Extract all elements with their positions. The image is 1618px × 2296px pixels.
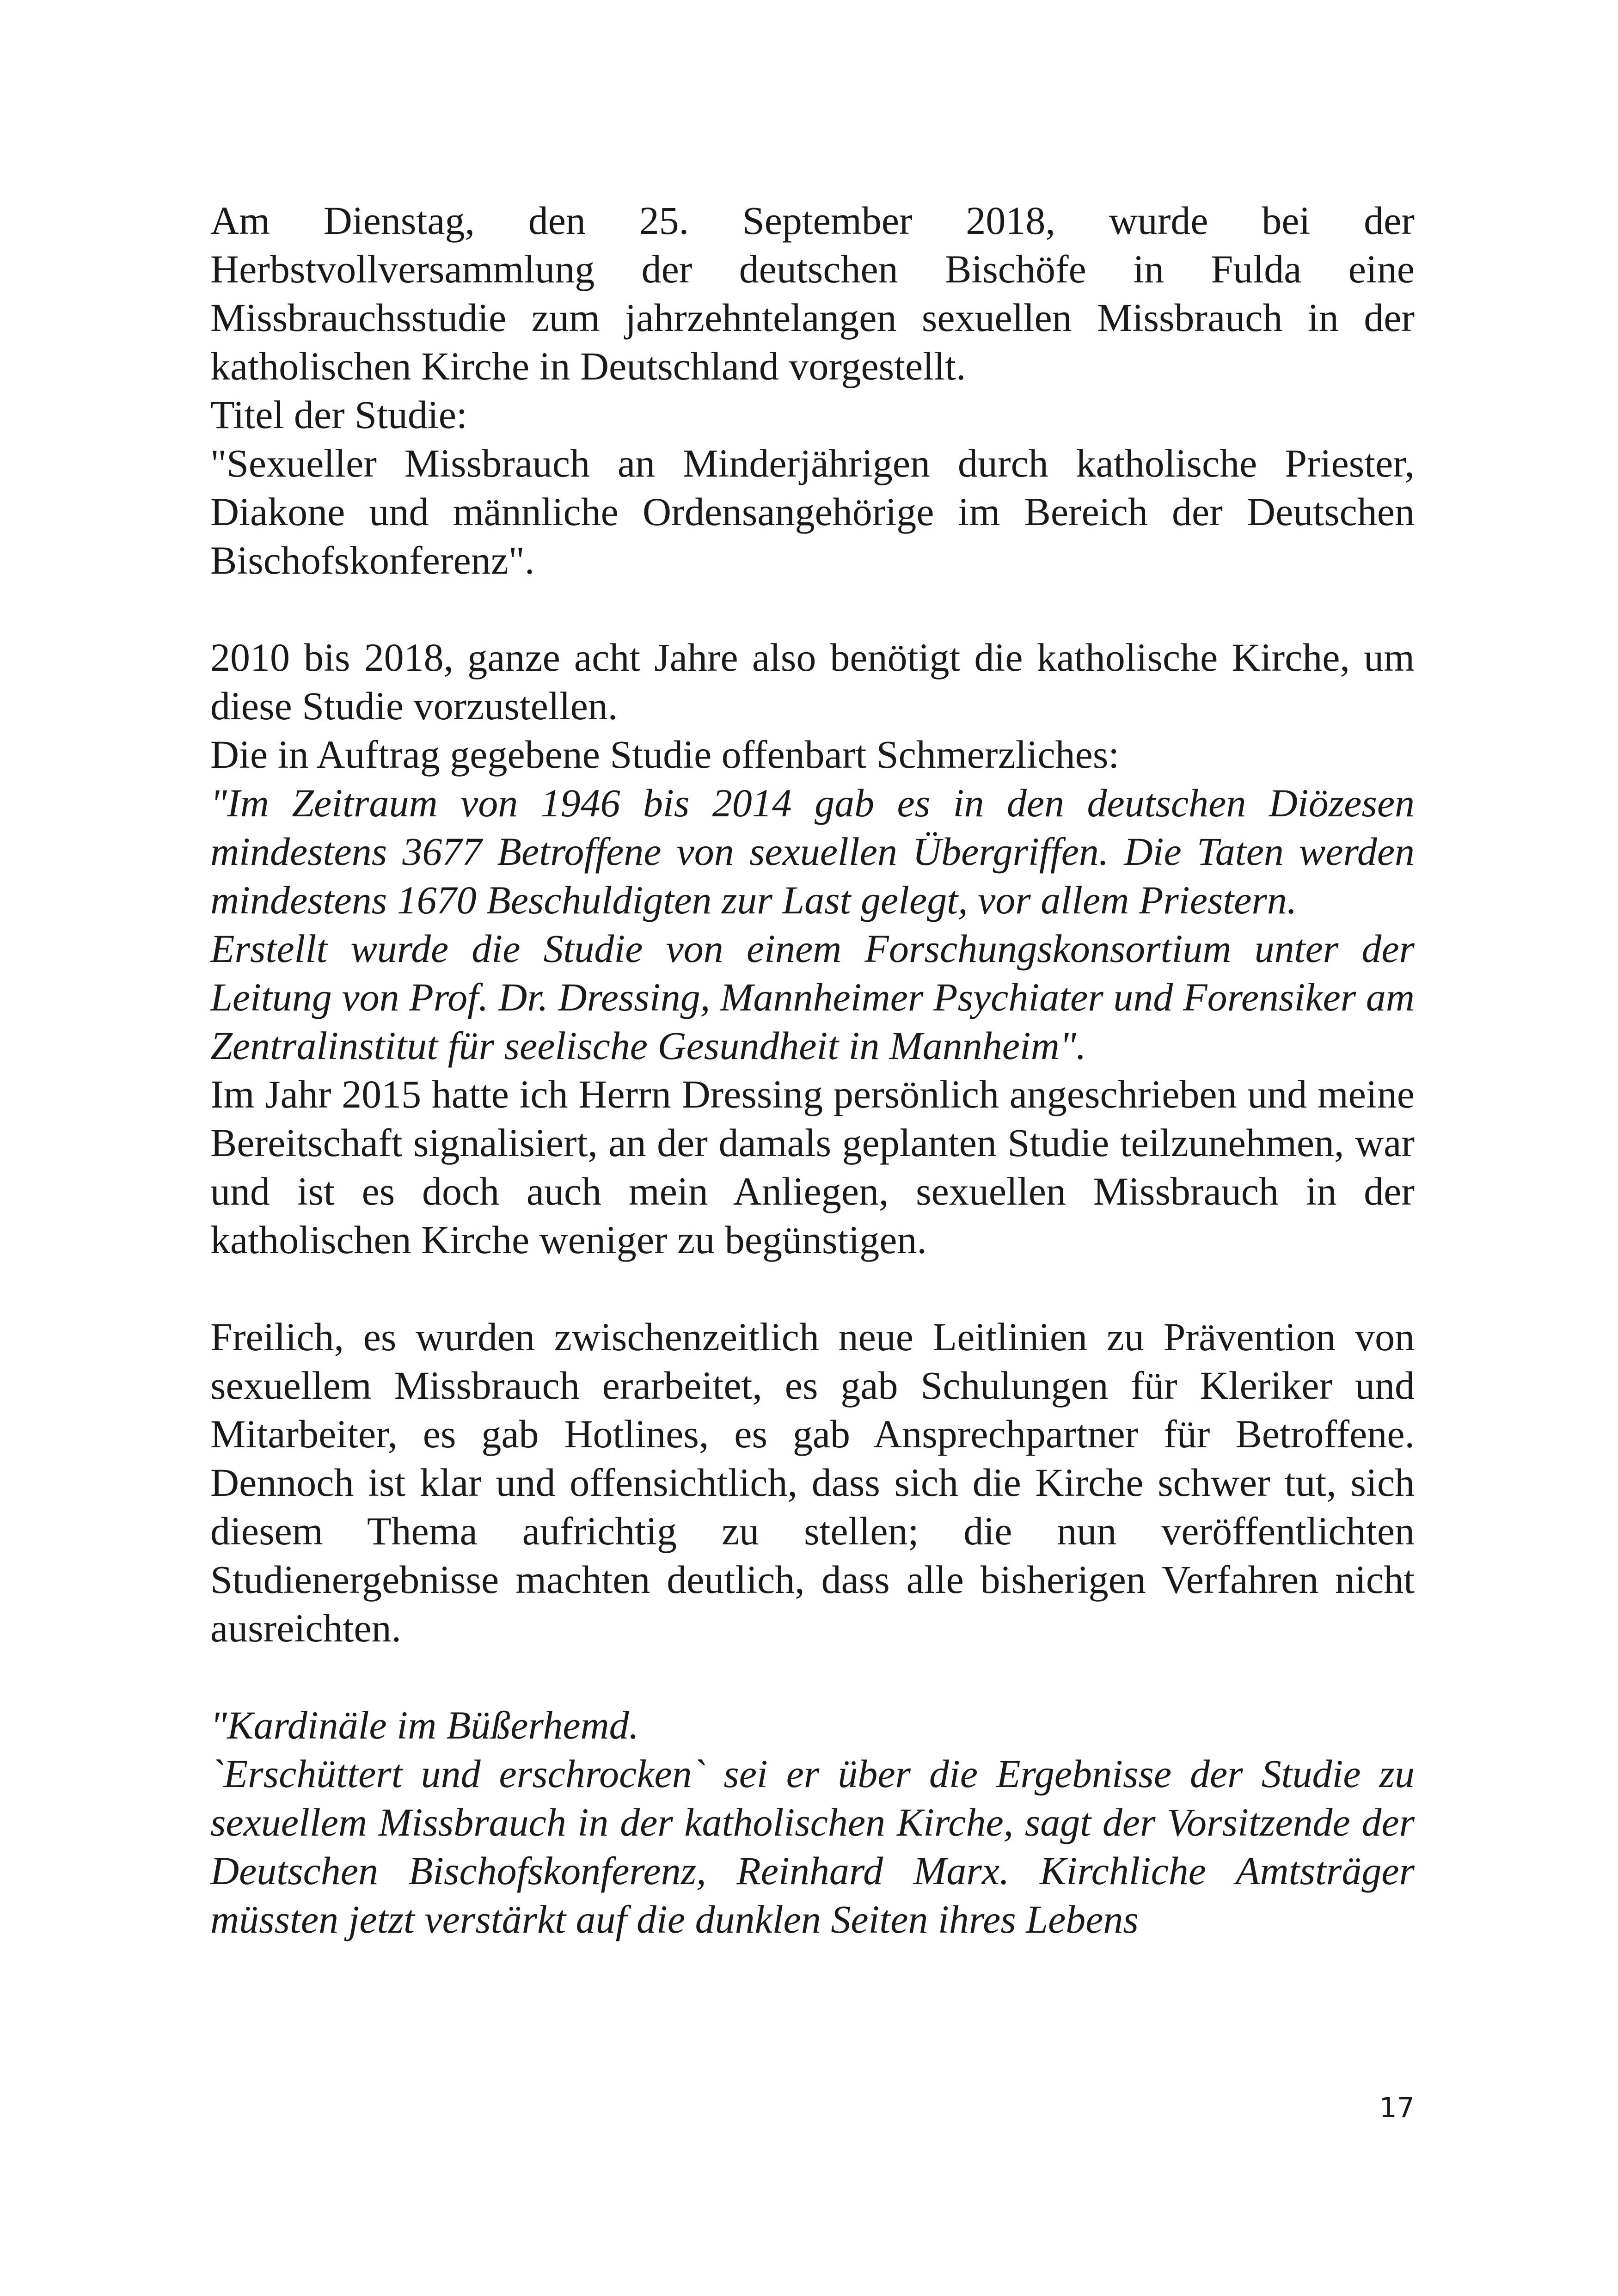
page-number: 17 bbox=[1379, 2092, 1415, 2124]
quote-statistics: "Im Zeitraum von 1946 bis 2014 gab es in den deutschen Diözesen mindestens 3677 Betroffene von sexuellen Übergriffen. Die Taten werden mindestens 1670 Beschuldigten zur Last gelegt, vor allem Priestern. bbox=[210, 781, 1415, 922]
paragraph-personal-letter: Im Jahr 2015 hatte ich Herrn Dressing persönlich angeschrieben und meine Bereitschaft signalisiert, an der damals geplanten Studie teilzunehmen, war und ist es doch auch mein Anliegen, sexuellen Missbrauch in der katholischen Kirche weniger zu begünstigen. bbox=[210, 1072, 1415, 1262]
paragraph-study-title: "Sexueller Missbrauch an Minderjährigen durch katholische Priester, Diakone und männliche Ordensangehörige im Bereich der Deutschen Bischofskonferenz". bbox=[210, 441, 1415, 582]
paragraph-eight-years: 2010 bis 2018, ganze acht Jahre also benötigt die katholische Kirche, um diese Studie vorzustellen. bbox=[210, 635, 1415, 728]
quote-heading: "Kardinäle im Büßerhemd. bbox=[210, 1703, 639, 1747]
paragraph-study-reveals: Die in Auftrag gegebene Studie offenbart Schmerzliches: bbox=[210, 732, 1120, 777]
paragraph-study-title-label: Titel der Studie: bbox=[210, 392, 467, 437]
quote-consortium: Erstellt wurde die Studie von einem Forschungskonsortium unter der Leitung von Prof. Dr. Dressing, Mannheimer Psychiater und Forensiker am Zentralinstitut für seelische Gesundheit in Mannheim". bbox=[210, 926, 1415, 1068]
paragraph-spacer bbox=[210, 1653, 1415, 1701]
paragraph-intro: Am Dienstag, den 25. September 2018, wurde bei der Herbstvollversammlung der deutschen Bischöfe in Fulda eine Missbrauchsstudie zum jahrzehntelangen sexuellen Missbrauch in der katholischen Kirche in Deutschland vorgestellt. bbox=[210, 198, 1415, 388]
quote-marx: `Erschüttert und erschrocken` sei er über die Ergebnisse der Studie zu sexuellem Missbrauch in der katholischen Kirche, sagt der Vorsitzende der Deutschen Bischofskonferenz, Reinhard Marx. Kirchliche Amtsträger müssten jetzt verstärkt auf die dunklen Seiten ihres Lebens bbox=[210, 1751, 1415, 1941]
paragraph-spacer bbox=[210, 585, 1415, 633]
paragraph-spacer bbox=[210, 1264, 1415, 1313]
body-text bbox=[210, 196, 1415, 1944]
paragraph-guidelines: Freilich, es wurden zwischenzeitlich neue Leitlinien zu Prävention von sexuellem Missbrauch erarbeitet, es gab Schulungen für Kleriker und Mitarbeiter, es gab Hotlines, es gab Ansprechpartner für Betroffene. Dennoch ist klar und offensichtlich, dass sich die Kirche schwer tut, sich diesem Thema aufrichtig zu stellen; die nun veröffentlichten Studienergebnisse machten deutlich, dass alle bisherigen Verfahren nicht ausreichten. bbox=[210, 1315, 1415, 1650]
